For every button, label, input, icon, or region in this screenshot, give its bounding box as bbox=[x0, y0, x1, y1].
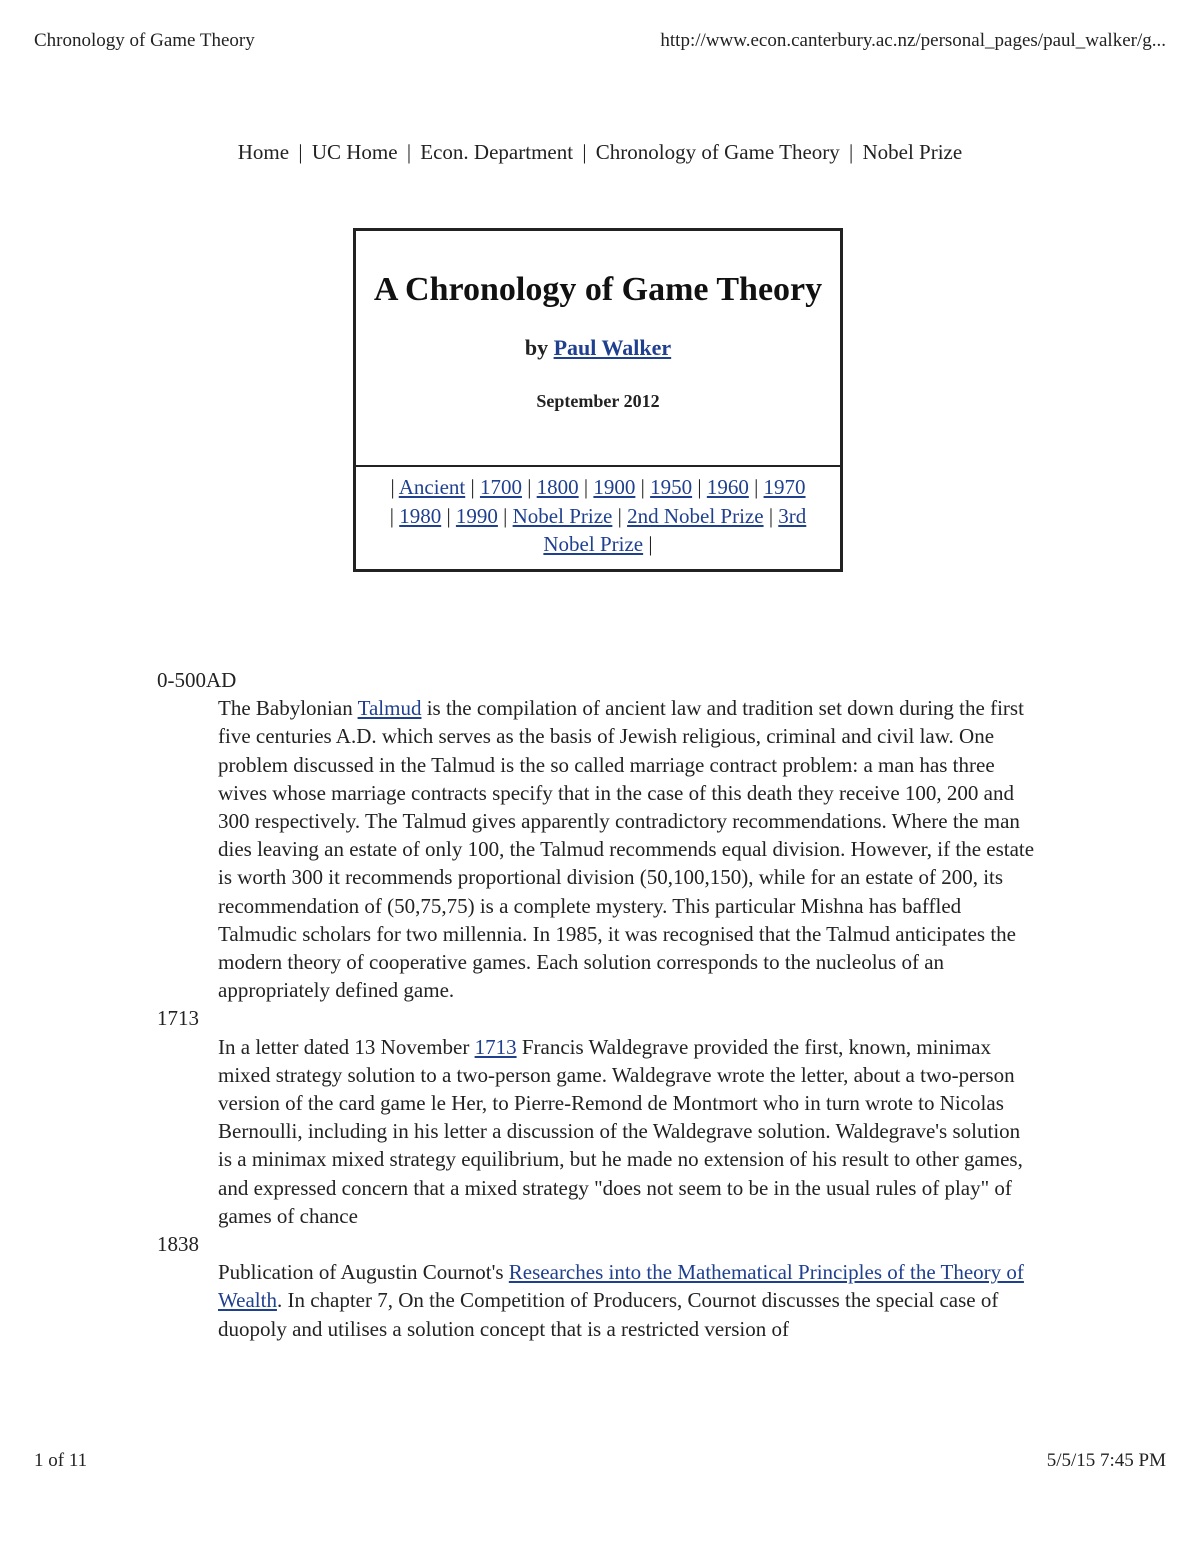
print-header-url: http://www.econ.canterbury.ac.nz/personal_pages/paul_walker/g... bbox=[660, 30, 1166, 51]
index-link-1960[interactable]: 1960 bbox=[706, 475, 749, 499]
index-link-1800[interactable]: 1800 bbox=[536, 475, 579, 499]
nav-separator: | bbox=[406, 140, 412, 164]
title-box bbox=[353, 228, 843, 572]
index-separator: | bbox=[389, 503, 394, 528]
nav-item-econ-department[interactable]: Econ. Department bbox=[420, 140, 574, 164]
entry-link-cournot-researches[interactable]: Researches into the Mathematical Principles of the Theory of Wealth bbox=[218, 1260, 1024, 1313]
entry-text-part: is the compilation of ancient law and tradition set down during the first five centuries A.D. which serves as the basis of Jewish religious, criminal and civil law. One problem discussed in the Talmud is the so called marriage contract problem: a man has three wives whose marriage contracts specify that in the case of this death they receive 100, 200 and 300 respectively. The Talmud gives apparently contradictory recommendations. Where the man dies leaving an estate of only 100, the Talmud recommends equal division. However, if the estate is worth 300 it recommends proportional division (50,100,150), while for an estate of 200, its recommendation of (50,75,75) is a complete mystery. This particular Mishna has baffled Talmudic scholars for two millennia. In 1985, it was recognised that the Talmud anticipates the modern theory of cooperative games. Each solution corresponds to the nucleolus of an appropriately defined game. bbox=[218, 696, 1035, 1003]
entry-text-part: In a letter dated 13 November bbox=[218, 1034, 475, 1059]
index-separator: | bbox=[583, 475, 589, 499]
index-link-1970[interactable]: 1970 bbox=[763, 475, 806, 499]
index-link-ancient[interactable]: Ancient bbox=[398, 475, 466, 499]
index-separator: | bbox=[390, 475, 395, 499]
nav-item-uc-home[interactable]: UC Home bbox=[311, 140, 398, 164]
chronology-list bbox=[157, 666, 1057, 1343]
entry-link-1713[interactable]: 1713 bbox=[474, 1034, 517, 1059]
page-title: A Chronology of Game Theory bbox=[373, 271, 823, 308]
index-separator: | bbox=[527, 475, 532, 499]
title-cell bbox=[356, 231, 840, 467]
nav-separator: | bbox=[849, 140, 854, 164]
nav-separator: | bbox=[582, 140, 587, 164]
index-separator: | bbox=[754, 475, 759, 499]
entry-text-part: The Babylonian bbox=[218, 696, 358, 721]
nav-separator: | bbox=[298, 140, 303, 164]
entry-year: 1838 bbox=[157, 1232, 199, 1257]
entry-link-talmud[interactable]: Talmud bbox=[357, 696, 422, 721]
nav-item-chronology[interactable]: Chronology of Game Theory bbox=[595, 140, 840, 164]
publication-date: September 2012 bbox=[536, 391, 660, 411]
index-separator: | bbox=[617, 503, 622, 528]
nav-item-nobel-prize[interactable]: Nobel Prize bbox=[862, 140, 963, 164]
entry-text-part: Publication of Augustin Cournot's bbox=[218, 1260, 509, 1285]
entry-text bbox=[218, 1258, 1038, 1343]
entry-text bbox=[218, 1033, 1038, 1230]
print-timestamp: 5/5/15 7:45 PM bbox=[1046, 1450, 1166, 1471]
index-link-1990[interactable]: 1990 bbox=[455, 503, 498, 528]
index-separator: | bbox=[648, 532, 653, 556]
print-header bbox=[34, 30, 1166, 60]
index-separator: | bbox=[640, 475, 645, 499]
index-separator: | bbox=[470, 475, 475, 499]
index-separator: | bbox=[768, 503, 774, 528]
index-link-2nd-nobel-prize[interactable]: 2nd Nobel Prize bbox=[627, 503, 764, 528]
index-separator: | bbox=[503, 503, 508, 528]
print-header-title: Chronology of Game Theory bbox=[34, 30, 255, 51]
index-link-1980[interactable]: 1980 bbox=[399, 503, 442, 528]
entry-text-part: . In chapter 7, On the Competition of Producers, Cournot discusses the special case of duopoly and utilises a solution concept that is a restricted version of bbox=[218, 1288, 999, 1341]
nav-item-home[interactable]: Home bbox=[237, 140, 290, 164]
entry-text-part: Francis Waldegrave provided the first, known, minimax mixed strategy solution to a two-person game. Waldegrave wrote the letter, about a two-person version of the card game le Her, to Pierre-Remond de Montmort who in turn wrote to Nicolas Bernoulli, including in his letter a discussion of the Waldegrave solution. Waldegrave's solution is a minimax mixed strategy equilibrium, but he made no extension of his result to other games, and expressed concern that a mixed strategy "does not seem to be in the usual rules of play" of games of chance bbox=[218, 1034, 1023, 1228]
entry-text bbox=[218, 694, 1038, 1004]
period-index bbox=[356, 467, 840, 569]
byline-prefix: by bbox=[524, 335, 549, 360]
index-link-3rd-nobel-prize[interactable]: 3rd Nobel Prize bbox=[543, 503, 807, 556]
index-link-nobel-prize[interactable]: Nobel Prize bbox=[512, 503, 613, 528]
top-navigation bbox=[0, 140, 1200, 165]
index-separator: | bbox=[697, 475, 702, 499]
byline bbox=[356, 335, 840, 361]
index-link-1900[interactable]: 1900 bbox=[593, 475, 636, 499]
page-counter: 1 of 11 bbox=[34, 1450, 88, 1471]
author-link[interactable]: Paul Walker bbox=[553, 335, 672, 360]
entry-year: 0-500AD bbox=[157, 668, 237, 692]
index-separator: | bbox=[446, 503, 451, 528]
index-link-1700[interactable]: 1700 bbox=[479, 475, 522, 499]
entry-year: 1713 bbox=[157, 1006, 199, 1031]
index-link-1950[interactable]: 1950 bbox=[650, 475, 693, 499]
